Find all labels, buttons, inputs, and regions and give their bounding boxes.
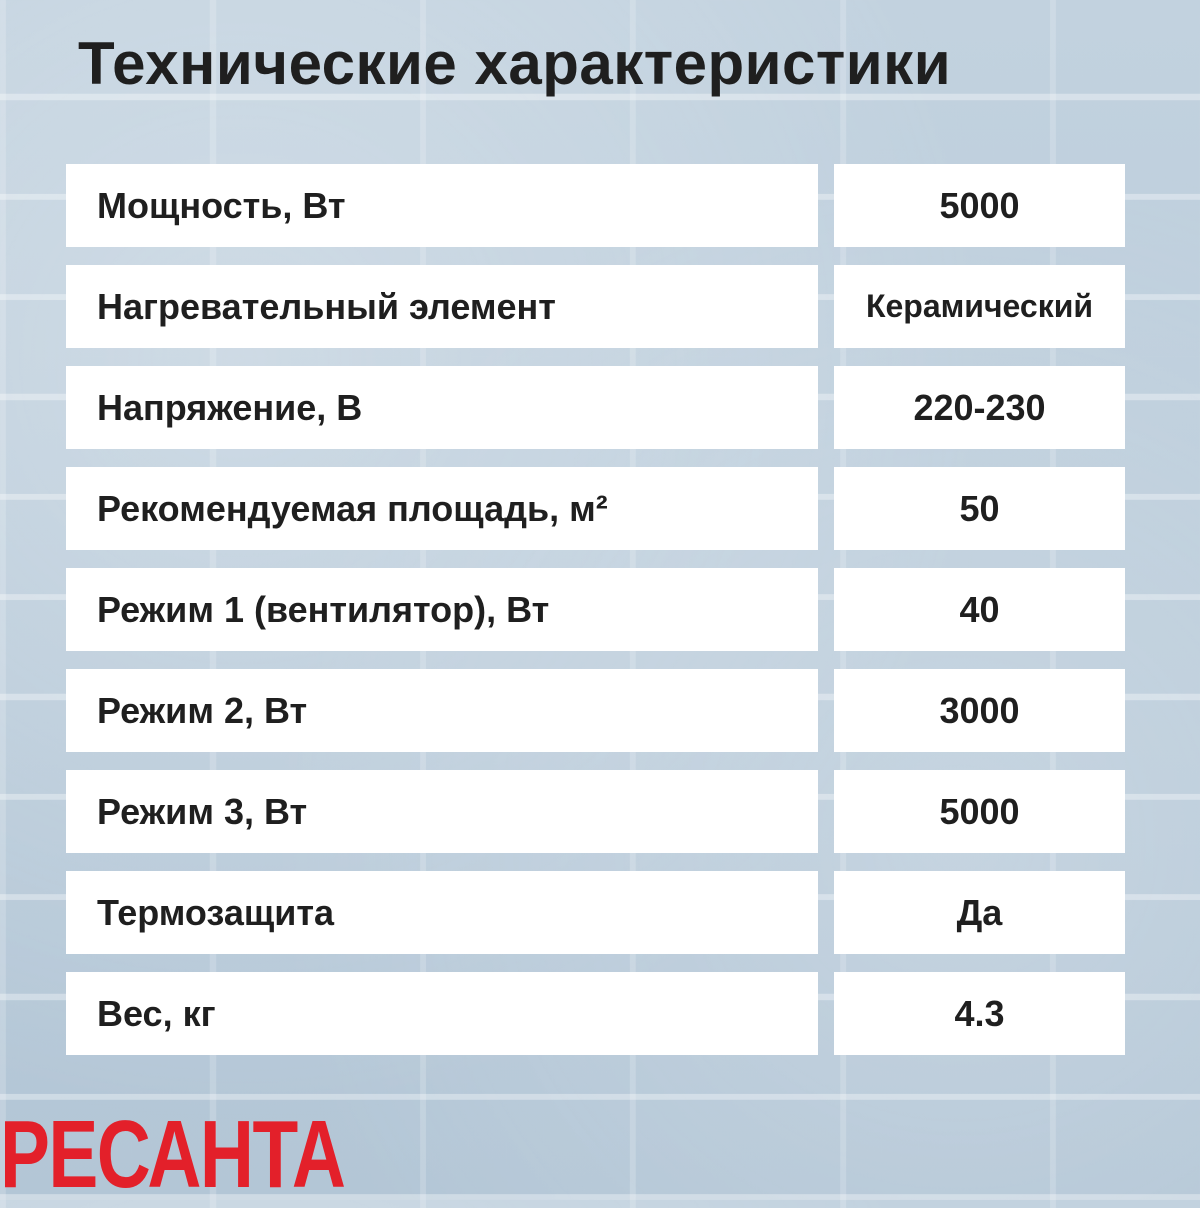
brand-logo: РЕСАНТА <box>0 1101 345 1208</box>
spec-value: Да <box>834 871 1125 954</box>
spec-value: 5000 <box>834 770 1125 853</box>
spec-row-heating-element <box>66 265 1125 348</box>
spec-row-mode-2 <box>66 669 1125 752</box>
spec-row-weight <box>66 972 1125 1055</box>
spec-name: Режим 1 (вентилятор), Вт <box>66 568 818 651</box>
spec-name: Режим 3, Вт <box>66 770 818 853</box>
spec-row-mode-1 <box>66 568 1125 651</box>
spec-value: 4.3 <box>834 972 1125 1055</box>
spec-row-recommended-area <box>66 467 1125 550</box>
spec-value: 50 <box>834 467 1125 550</box>
spec-value: 220-230 <box>834 366 1125 449</box>
spec-name: Нагревательный элемент <box>66 265 818 348</box>
spec-name: Напряжение, В <box>66 366 818 449</box>
spec-name: Термозащита <box>66 871 818 954</box>
spec-name: Мощность, Вт <box>66 164 818 247</box>
spec-value: 3000 <box>834 669 1125 752</box>
spec-value: 5000 <box>834 164 1125 247</box>
specs-table <box>66 164 1125 1055</box>
page-title: Технические характеристики <box>78 30 952 97</box>
spec-name: Режим 2, Вт <box>66 669 818 752</box>
spec-row-voltage <box>66 366 1125 449</box>
spec-value: 40 <box>834 568 1125 651</box>
spec-value: Керамический <box>834 265 1125 348</box>
spec-row-mode-3 <box>66 770 1125 853</box>
spec-row-thermal-protection <box>66 871 1125 954</box>
spec-row-power <box>66 164 1125 247</box>
spec-name: Вес, кг <box>66 972 818 1055</box>
spec-name: Рекомендуемая площадь, м² <box>66 467 818 550</box>
